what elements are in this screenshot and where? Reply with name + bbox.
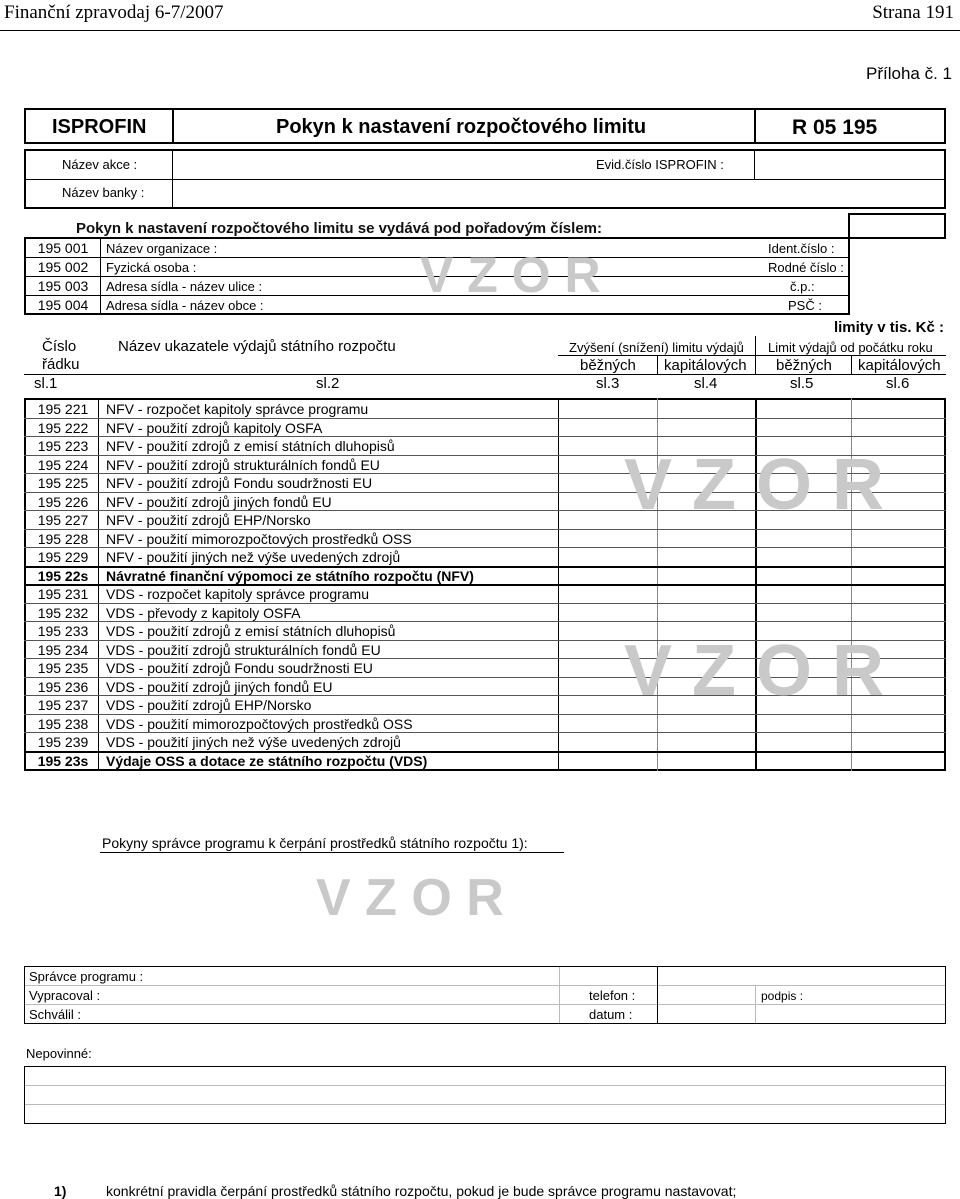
org-code: 195 001 <box>37 240 89 256</box>
row-name: Návratné finanční výpomoci ze státního rozpočtu (NFV) <box>106 567 474 584</box>
value-cell[interactable] <box>659 420 754 436</box>
row-divider <box>24 529 946 530</box>
value-cell[interactable] <box>757 605 853 621</box>
units-label: limity v tis. Kč : <box>833 319 944 336</box>
row-code: 195 236 <box>37 678 89 695</box>
value-cell[interactable] <box>659 734 754 750</box>
col-name-header: Název ukazatele výdajů státního rozpočtu <box>118 338 396 355</box>
row-divider <box>24 714 946 715</box>
org-code: 195 003 <box>37 278 89 294</box>
row-code: 195 221 <box>37 401 89 417</box>
value-cell[interactable] <box>853 753 948 769</box>
value-cell[interactable] <box>757 420 853 436</box>
form-title: Pokyn k nastavení rozpočtového limitu <box>276 116 647 138</box>
org-right-label: PSČ : <box>788 298 822 313</box>
watermark: V Z O R <box>624 445 885 525</box>
column-number-3: sl.3 <box>596 375 620 392</box>
value-cell[interactable] <box>659 605 754 621</box>
value-cell[interactable] <box>659 401 754 417</box>
row-code: 195 228 <box>37 530 89 547</box>
value-cell[interactable] <box>853 568 948 584</box>
row-code: 195 225 <box>37 475 89 491</box>
column-number-4: sl.4 <box>694 375 718 392</box>
row-divider <box>24 732 946 733</box>
row-name: VDS - použití zdrojů Fondu soudržnosti EU <box>106 660 373 676</box>
evid-number-input[interactable] <box>760 154 938 174</box>
phone-input[interactable] <box>661 987 751 1003</box>
value-cell[interactable] <box>757 568 853 584</box>
value-cell[interactable] <box>560 716 656 732</box>
row-name: Výdaje OSS a dotace ze státního rozpočtu (VDS) <box>106 752 428 769</box>
row-name: VDS - použití zdrojů strukturálních fondů EU <box>106 641 381 658</box>
value-cell[interactable] <box>757 734 853 750</box>
value-cell[interactable] <box>853 549 948 565</box>
watermark: V Z O R <box>624 631 885 711</box>
org-label: Fyzická osoba : <box>106 260 197 275</box>
value-cell[interactable] <box>853 734 948 750</box>
value-cell[interactable] <box>659 586 754 602</box>
value-cell[interactable] <box>560 401 656 417</box>
row-code: 195 234 <box>37 641 89 658</box>
org-label: Adresa sídla - název ulice : <box>106 279 263 294</box>
bank-name-label: Název banky : <box>62 185 145 200</box>
value-cell[interactable] <box>659 716 754 732</box>
optional-label: Nepovinné: <box>26 1046 92 1061</box>
col-number-header: Číslo <box>42 338 77 355</box>
value-cell[interactable] <box>560 734 656 750</box>
row-code: 195 223 <box>37 438 89 454</box>
column-number-2: sl.2 <box>316 375 340 392</box>
instructions-label: Pokyny správce programu k čerpání prostředků státního rozpočtu 1): <box>102 835 528 851</box>
row-divider <box>24 584 946 586</box>
identification-box <box>24 149 946 209</box>
current-header-2: běžných <box>776 357 832 374</box>
value-cell[interactable] <box>853 420 948 436</box>
value-cell[interactable] <box>659 549 754 565</box>
form-code: R 05 195 <box>792 116 878 139</box>
value-cell[interactable] <box>757 549 853 565</box>
row-code: 195 233 <box>37 623 89 639</box>
value-cell[interactable] <box>560 605 656 621</box>
row-code: 195 231 <box>37 586 89 602</box>
row-code: 195 229 <box>37 549 89 565</box>
row-divider <box>24 418 946 419</box>
org-right-label: č.p.: <box>790 279 815 294</box>
column-number-1: sl.1 <box>34 375 58 392</box>
row-name: NFV - použití mimorozpočtových prostředků OSS <box>106 530 412 547</box>
attachment-label: Příloha č. 1 <box>866 64 952 83</box>
evid-number-label: Evid.číslo ISPROFIN : <box>596 157 724 172</box>
row-divider <box>24 751 946 753</box>
row-code: 195 239 <box>37 734 89 750</box>
action-name-input[interactable] <box>178 154 598 174</box>
approved-label: Schválil : <box>29 1007 82 1022</box>
row-divider <box>24 621 946 622</box>
action-name-label: Název akce : <box>62 157 138 172</box>
row-code: 195 232 <box>37 604 89 621</box>
value-cell[interactable] <box>560 531 656 547</box>
current-header-1: běžných <box>580 357 636 374</box>
row-divider <box>24 547 946 548</box>
value-cell[interactable] <box>757 716 853 732</box>
row-name: VDS - převody z kapitoly OSFA <box>106 604 301 621</box>
title-bar <box>24 108 946 144</box>
column-number-6: sl.6 <box>886 375 910 392</box>
row-name: NFV - použití zdrojů kapitoly OSFA <box>106 419 323 436</box>
value-cell[interactable] <box>560 549 656 565</box>
row-code: 195 22s <box>37 567 89 584</box>
row-name: VDS - použití zdrojů EHP/Norsko <box>106 697 312 713</box>
order-number-heading: Pokyn k nastavení rozpočtového limitu se vydává pod pořadovým číslem: <box>76 220 602 237</box>
org-code: 195 002 <box>37 259 89 275</box>
value-cell[interactable] <box>560 586 656 602</box>
row-code: 195 222 <box>37 419 89 436</box>
org-label: Adresa sídla - název obce : <box>106 298 264 313</box>
order-number-input[interactable] <box>848 213 946 239</box>
value-cell[interactable] <box>757 401 853 417</box>
row-code: 195 23s <box>37 752 89 769</box>
org-code: 195 004 <box>37 297 89 313</box>
value-cell[interactable] <box>853 586 948 602</box>
manager-label: Správce programu : <box>29 969 144 984</box>
row-name: VDS - použití zdrojů z emisí státních dluhopisů <box>106 623 396 639</box>
increase-group-header: Zvýšení (snížení) limitu výdajů <box>569 340 744 355</box>
capital-header-1: kapitálových <box>664 357 747 374</box>
capital-header-2: kapitálových <box>858 357 941 374</box>
value-cell[interactable] <box>560 753 656 769</box>
row-code: 195 227 <box>37 512 89 528</box>
column-number-5: sl.5 <box>790 375 814 392</box>
value-cell[interactable] <box>659 568 754 584</box>
limit-group-header: Limit výdajů od počátku roku <box>768 340 933 355</box>
watermark: V Z O R <box>420 247 601 303</box>
value-cell[interactable] <box>757 753 853 769</box>
row-code: 195 235 <box>37 660 89 676</box>
value-cell[interactable] <box>757 531 853 547</box>
org-label: Název organizace : <box>106 241 218 256</box>
row-name: NFV - použití zdrojů strukturálních fondů EU <box>106 456 380 473</box>
watermark: V Z O R <box>316 869 504 927</box>
manager-input[interactable] <box>661 968 941 984</box>
row-code: 195 224 <box>37 456 89 473</box>
value-cell[interactable] <box>853 605 948 621</box>
phone-label: telefon : <box>589 988 636 1003</box>
bank-name-input[interactable] <box>178 182 938 202</box>
value-cell[interactable] <box>659 753 754 769</box>
row-name: VDS - použití zdrojů jiných fondů EU <box>106 678 333 695</box>
row-name: NFV - rozpočet kapitoly správce programu <box>106 401 369 417</box>
footnote-text: konkrétní pravidla čerpání prostředků státního rozpočtu, pokud je bude správce programu nastavovat; <box>106 1183 737 1199</box>
value-cell[interactable] <box>853 401 948 417</box>
date-input[interactable] <box>661 1006 751 1022</box>
value-cell[interactable] <box>659 531 754 547</box>
instructions-input[interactable] <box>100 858 946 954</box>
value-cell[interactable] <box>560 568 656 584</box>
row-code: 195 226 <box>37 493 89 510</box>
row-name: NFV - použití zdrojů Fondu soudržnosti EU <box>106 475 373 491</box>
row-name: NFV - použití zdrojů EHP/Norsko <box>106 512 311 528</box>
signature-box <box>24 966 946 1024</box>
row-name: NFV - použití zdrojů jiných fondů EU <box>106 493 332 510</box>
row-divider <box>24 603 946 604</box>
prepared-label: Vypracoval : <box>29 988 101 1003</box>
row-name: NFV - použití zdrojů z emisí státních dluhopisů <box>106 438 395 454</box>
row-name: VDS - použití jiných než výše uvedených zdrojů <box>106 734 401 750</box>
org-right-label: Ident.číslo : <box>768 241 835 256</box>
value-cell[interactable] <box>853 716 948 732</box>
col-number-header-2: řádku <box>42 356 80 373</box>
page-number: Strana 191 <box>872 2 954 23</box>
row-name: NFV - použití jiných než výše uvedených zdrojů <box>106 549 401 565</box>
row-name: VDS - rozpočet kapitoly správce programu <box>106 586 369 602</box>
footnote-mark: 1) <box>54 1183 67 1199</box>
row-divider <box>24 566 946 568</box>
row-code: 195 237 <box>37 697 89 713</box>
value-cell[interactable] <box>757 586 853 602</box>
journal-title: Finanční zpravodaj 6-7/2007 <box>4 2 224 23</box>
value-cell[interactable] <box>853 531 948 547</box>
org-right-label: Rodné číslo : <box>768 260 844 275</box>
header-rule <box>0 30 960 31</box>
date-label: datum : <box>589 1007 633 1022</box>
system-name: ISPROFIN <box>52 116 147 138</box>
row-name: VDS - použití mimorozpočtových prostředků OSS <box>106 715 413 732</box>
row-code: 195 238 <box>37 715 89 732</box>
row-divider <box>24 436 946 437</box>
signature-label: podpis : <box>761 989 804 1003</box>
optional-box[interactable] <box>24 1066 946 1124</box>
value-cell[interactable] <box>560 420 656 436</box>
